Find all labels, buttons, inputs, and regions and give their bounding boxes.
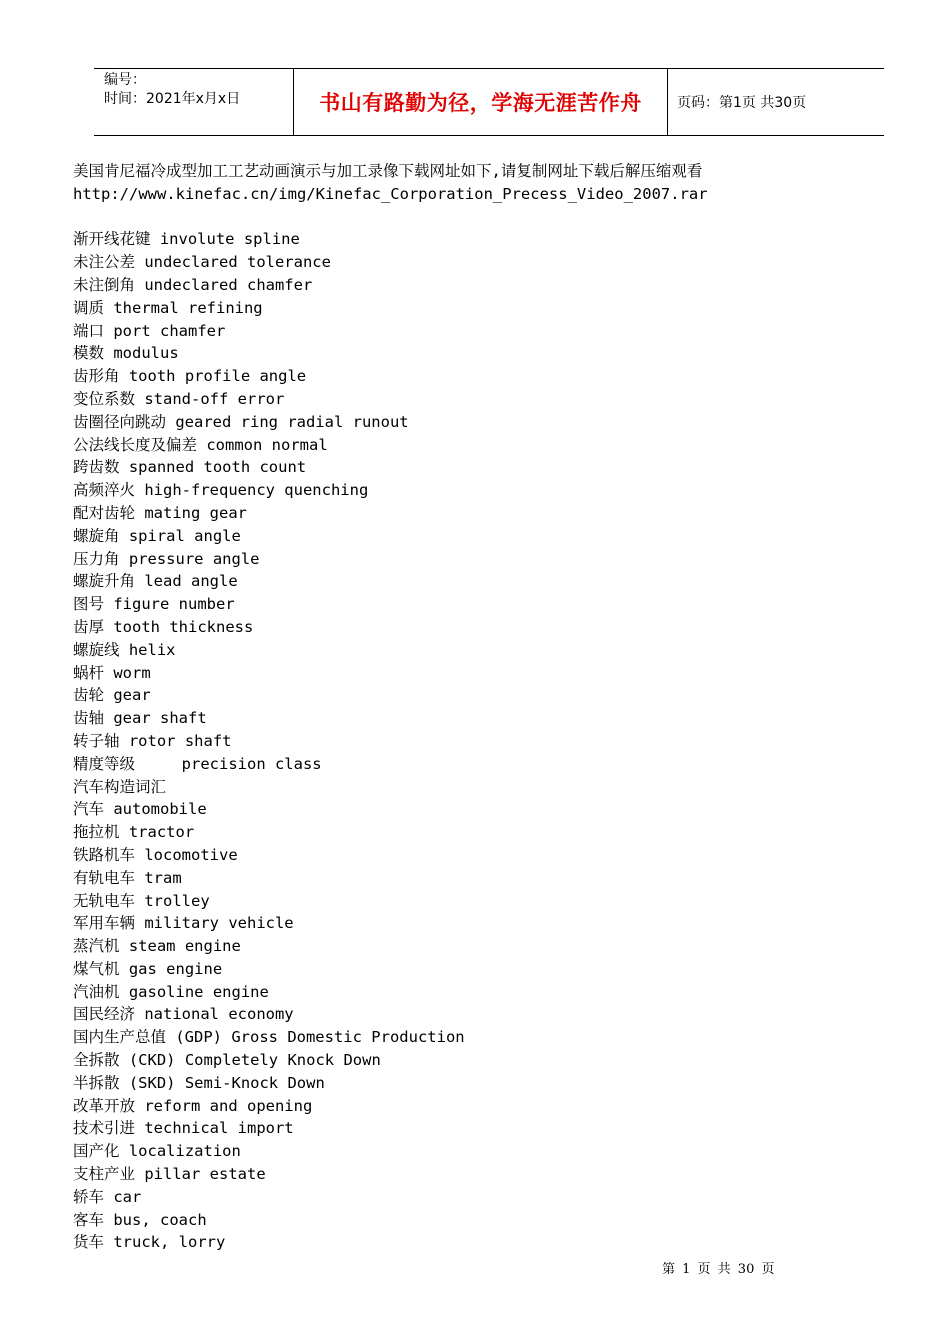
glossary-entry: 跨齿数 spanned tooth count	[73, 458, 307, 477]
intro-url: http://www.kinefac.cn/img/Kinefac_Corporation_Precess_Video_2007.rar	[73, 184, 708, 203]
glossary-entry: 技术引进 technical import	[73, 1119, 294, 1138]
glossary-entry: 图号 figure number	[73, 595, 235, 614]
glossary-entry: 压力角 pressure angle	[73, 549, 260, 568]
glossary-entry: 铁路机车 locomotive	[73, 845, 238, 864]
document-body	[73, 160, 873, 1254]
glossary-entry: 支柱产业 pillar estate	[73, 1165, 266, 1184]
number-label: 编号：	[104, 72, 146, 88]
glossary-entry: 调质 thermal refining	[73, 298, 263, 317]
glossary-entry: 拖拉机 tractor	[73, 823, 195, 842]
glossary-entry: 轿车 car	[73, 1187, 142, 1206]
glossary-entry: 汽车 automobile	[73, 800, 207, 819]
glossary-entry: 军用车辆 military vehicle	[73, 914, 294, 933]
glossary-entry: 齿圈径向跳动 geared ring radial runout	[73, 412, 409, 431]
glossary-entry: 蒸汽机 steam engine	[73, 937, 241, 956]
glossary-list	[73, 228, 873, 1254]
header-meta	[94, 69, 294, 135]
header-motto: 书山有路勤为径，学海无涯苦作舟	[294, 69, 668, 135]
glossary-entry: 转子轴 rotor shaft	[73, 731, 232, 750]
glossary-entry: 端口 port chamfer	[73, 321, 226, 340]
glossary-entry: 未注公差 undeclared tolerance	[73, 253, 331, 272]
glossary-entry: 变位系数 stand-off error	[73, 389, 285, 408]
glossary-entry: 公法线长度及偏差 common normal	[73, 435, 328, 454]
glossary-entry: 煤气机 gas engine	[73, 959, 223, 978]
glossary-entry: 齿厚 tooth thickness	[73, 617, 254, 636]
glossary-entry: 精度等级 precision class	[73, 754, 322, 773]
glossary-entry: 齿轮 gear	[73, 686, 151, 705]
glossary-entry: 货车 truck, lorry	[73, 1233, 226, 1252]
glossary-entry: 有轨电车 tram	[73, 868, 182, 887]
glossary-entry: 未注倒角 undeclared chamfer	[73, 275, 313, 294]
glossary-entry: 全拆散 (CKD) Completely Knock Down	[73, 1051, 381, 1070]
glossary-entry: 国民经济 national economy	[73, 1005, 294, 1024]
glossary-entry: 齿形角 tooth profile angle	[73, 367, 307, 386]
glossary-entry: 螺旋升角 lead angle	[73, 572, 238, 591]
page-footer: 第 1 页 共 30 页	[662, 1262, 775, 1277]
glossary-entry: 高频淬火 high-frequency quenching	[73, 481, 369, 500]
glossary-entry: 汽车构造词汇	[73, 777, 167, 796]
glossary-entry: 汽油机 gasoline engine	[73, 982, 269, 1001]
document-header	[94, 68, 884, 136]
time-label: 时间：2021年x月x日	[104, 91, 241, 107]
glossary-entry: 改革开放 reform and opening	[73, 1096, 313, 1115]
glossary-entry: 半拆散 (SKD) Semi-Knock Down	[73, 1073, 325, 1092]
glossary-entry: 国产化 localization	[73, 1142, 241, 1161]
blank-line	[73, 206, 873, 229]
glossary-entry: 国内生产总值 (GDP) Gross Domestic Production	[73, 1028, 465, 1047]
glossary-entry: 模数 modulus	[73, 344, 179, 363]
glossary-entry: 无轨电车 trolley	[73, 891, 210, 910]
glossary-entry: 螺旋线 helix	[73, 640, 176, 659]
header-page-info: 页码：第1页 共30页	[677, 95, 807, 111]
glossary-entry: 配对齿轮 mating gear	[73, 503, 247, 522]
glossary-entry: 齿轴 gear shaft	[73, 709, 207, 728]
glossary-entry: 蜗杆 worm	[73, 663, 151, 682]
intro-description: 美国肯尼福冷成型加工工艺动画演示与加工录像下载网址如下,请复制网址下载后解压缩观看	[73, 162, 703, 180]
glossary-entry: 渐开线花键 involute spline	[73, 230, 300, 249]
glossary-entry: 螺旋角 spiral angle	[73, 526, 241, 545]
glossary-entry: 客车 bus, coach	[73, 1210, 207, 1229]
